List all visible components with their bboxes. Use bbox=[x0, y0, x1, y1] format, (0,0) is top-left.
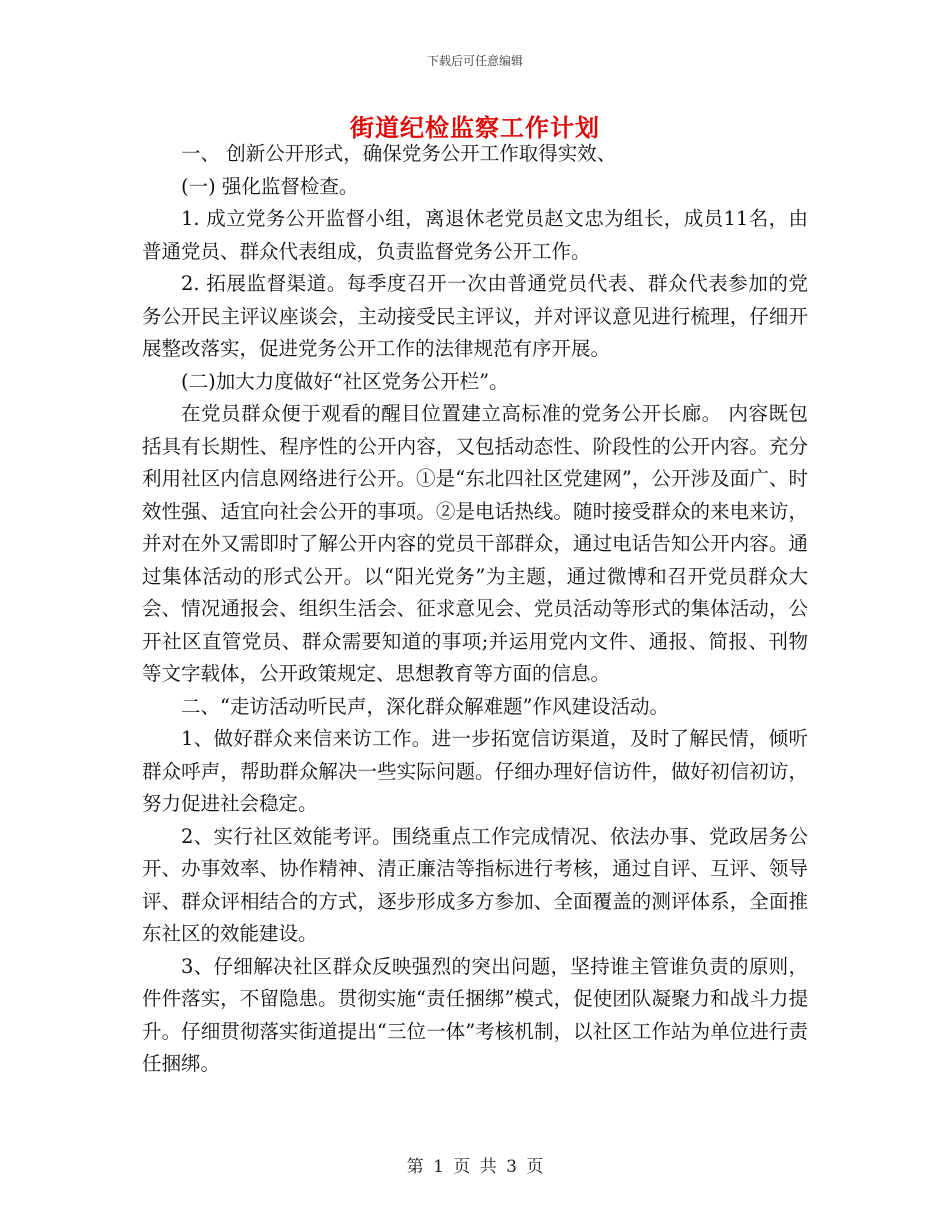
subsection-heading-1: (一) 强化监督检查。 bbox=[181, 174, 359, 198]
section-heading-2: 二、“走访活动听民声，深化群众解难题”作风建设活动。 bbox=[181, 694, 669, 718]
body-paragraph: 3、仔细解决社区群众反映强烈的突出问题，坚持谁主管谁负责的原则，件件落实，不留隐患。贯彻实施“责任捆绑”模式，促使团队凝聚力和战斗力提升。仔细贯彻落实街道提出“三位一体”考核机制，以社区工作站为单位进行责任捆绑。 bbox=[142, 954, 808, 1075]
body-paragraph: 2. 拓展监督渠道。每季度召开一次由普通党员代表、群众代表参加的党务公开民主评议座谈会，主动接受民主评议，并对评议意见进行梳理，仔细开展整改落实，促进党务公开工作的法律规范有序开展。 bbox=[142, 272, 808, 360]
page-number-footer: 第 1 页 共 3 页 bbox=[406, 1157, 544, 1177]
document-title: 街道纪检监察工作计划 bbox=[350, 113, 600, 142]
section-heading-1: 一、 创新公开形式，确保党务公开工作取得实效、 bbox=[181, 142, 617, 165]
body-paragraph: 1. 成立党务公开监督小组，离退休老党员赵文忠为组长，成员11名，由普通党员、群众代表组成，负责监督党务公开工作。 bbox=[142, 207, 808, 263]
subsection-heading-2: (二)加大力度做好“社区党务公开栏”。 bbox=[181, 369, 509, 393]
page-header-note: 下载后可任意编辑 bbox=[426, 54, 523, 68]
body-paragraph: 2、实行社区效能考评。围绕重点工作完成情况、依法办事、党政居务公开、办事效率、协作精神、清正廉洁等指标进行考核，通过自评、互评、领导评、群众评相结合的方式，逐步形成多方参加、全面覆盖的测评体系，全面推东社区的效能建设。 bbox=[142, 824, 808, 945]
body-paragraph: 1、做好群众来信来访工作。进一步拓宽信访渠道，及时了解民情，倾听群众呼声，帮助群众解决一些实际问题。仔细办理好信访件，做好初信初访，努力促进社会稳定。 bbox=[142, 727, 808, 815]
body-paragraph: 在党员群众便于观看的醒目位置建立高标准的党务公开长廊。 内容既包括具有长期性、程序性的公开内容，又包括动态性、阶段性的公开内容。充分利用社区内信息网络进行公开。①是“东北四社区党建网”，公开涉及面广、时效性强、适宜向社会公开的事项。②是电话热线。随时接受群众的来电来访，并对在外又需即时了解公开内容的党员干部群众，通过电话告知公开内容。通过集体活动的形式公开。以“阳光党务”为主题，通过微博和召开党员群众大会、情况通报会、组织生活会、征求意见会、党员活动等形式的集体活动，公开社区直管党员、群众需要知道的事项;并运用党内文件、通报、简报、刊物等文字载体，公开政策规定、思想教育等方面的信息。 bbox=[142, 402, 808, 685]
document-body bbox=[142, 138, 808, 1081]
